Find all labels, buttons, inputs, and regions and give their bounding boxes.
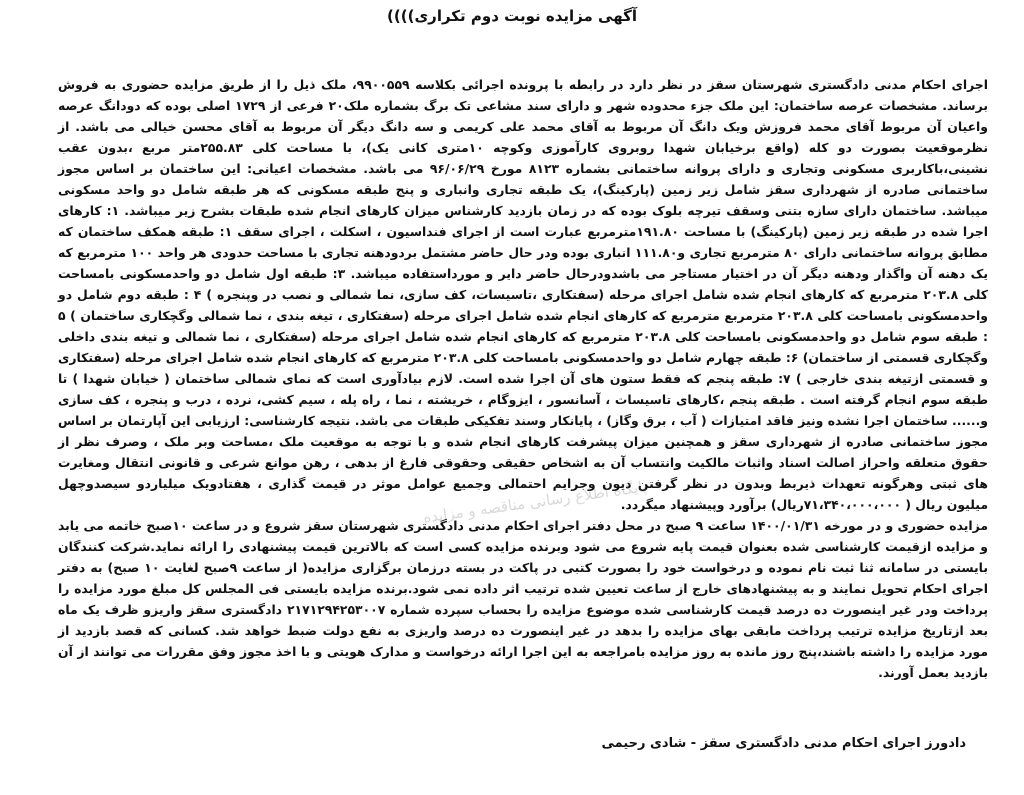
auction-terms-paragraph: مزایده حضوری و در مورخه ۱۴۰۰/۰۱/۳۱ ساعت ۹ صبح در محل دفتر اجرای احکام مدنی دادگستری شهرستان سقز شروع و در ساعت ۱۰صبح خاتمه می یابد و مزایده ازقیمت کارشناسی شده بعنوان قیمت پایه شروع می شود وبرنده مزایده کسی است که بالاترین قیمت پیشنهادی را ارائه نماید.شرکت کنندگان بایستی در سامانه ثنا ثبت نام نموده و درخواست خود را بصورت کتبی در پاکت در بسته درزمان برگزاری مزایده( از ساعت ۹صبح لغایت ۱۰ صبح) به دفتر اجرای احکام تحویل نمایند و به پیشنهادهای خارج از ساعت تعیین شده ترتیب اثر داده نمی شود.برنده مزایده بایستی فی المجلس کل مبلغ مورد مزایده را پرداخت ودر غیر اینصورت ده درصد قیمت کارشناسی شده موضوع مزایده را بحساب سپرده شماره ۲۱۷۱۲۹۴۲۵۳۰۰۷ دادگستری سقز واریزو ظرف یک ماه بعد ازتاریخ مزایده ترتیب پرداخت مابقی بهای مزایده را بدهد در غیر اینصورت ده درصد واریزی به نفع دولت ضبط خواهد شد. کسانی که قصد بازدید از مورد مزایده را داشته باشند،پنج روز مانده به روز مزایده بامراجعه به این اجرا ارائه درخواست و مدارک هویتی و با اخذ مجوز وفق مقررات می توانند از آن بازدید بعمل آورند. bbox=[58, 518, 989, 680]
notice-body bbox=[58, 74, 988, 683]
signature-line: دادورز اجرای احکام مدنی دادگستری سقز - شادی رحیمی bbox=[601, 736, 966, 751]
watermark: پایگاه اطلاع رسانی مناقصه و مزایده bbox=[422, 477, 648, 527]
notice-title: آگهی مزایده نوبت دوم تکراری)))) bbox=[387, 7, 637, 25]
property-description-paragraph: اجرای احکام مدنی دادگستری شهرستان سقز در نظر دارد در رابطه با پرونده اجرائی بکلاسه ۹۹۰۰۵۵۹، ملک ذیل را از طریق مزایده حضوری به فروش برساند. مشخصات عرصه ساختمان: این ملک جزء محدوده شهر و دارای سند مشاعی تک برگ بشماره ملک۲۰ فرعی از ۱۷۲۹ اصلی بوده که دودانگ عرصه واعیان آن مربوط آقای محمد فروزش ویک دانگ آن مربوط به آقای محمد علی کریمی و سه دانگ دیگر آن مربوط به آقای محسن خیالی می باشد. از نظرموقعیت بصورت دو کله (واقع برخیابان شهدا روبروی کارآموزی وکوچه ۱۰متری کانی یک)، با مساحت کلی ۲۵۵.۸۳متر مربع ،بدون عقب نشینی،باکاربری مسکونی وتجاری و دارای پروانه ساختمانی بشماره ۸۱۲۳ مورخ ۹۶/۰۶/۲۹ می باشد. مشخصات اعیانی: این ساختمان بر اساس مجوز ساختمانی صادره از شهرداری سقز شامل زیر زمین (پارکینگ)، یک طبقه تجاری وانباری و پنج طبقه مسکونی که هر طبقه شامل دو واحد مسکونی میباشد. ساختمان دارای سازه بتنی وسقف تیرچه بلوک بوده که در زمان بازدید کارشناس میزان کارهای انجام شده طبقات بشرح زیر میباشد. ۱: کارهای اجرا شده در طبقه زیر زمین (پارکینگ) با مساحت ۱۹۱.۸۰مترمربع عبارت است از اجرای فنداسیون ، اسکلت ، اجرای سقف ۱: طبقه همکف ساختمان که مطابق پروانه ساختمانی دارای ۸۰ مترمربع تجاری و۱۱۱.۸۰ انباری بوده ودر حال حاضر مشتمل بردودهنه تجاری با مساحت حدودی هر واحد ۱۰۰ مترمربع که یک دهنه آن واگذار ودهنه دیگر آن در اختیار مستاجر می باشدودرحال حاضر دایر و مورداستفاده میباشد. ۳: طبقه اول شامل دو واحدمسکونی بامساحت کلی ۲۰۳.۸ مترمربع که کارهای انجام شده شامل اجرای مرحله (سفتکاری ،تاسیسات، کف سازی، نما شمالی و نصب در وپنجره ) ۴ : طبقه دوم شامل دو واحدمسکونی بامساحت کلی ۲۰۳.۸ مترمربع مترمربع که کارهای انجام شده شامل اجرای مرحله (سفتکاری ، تیغه بندی ، نما شمالی وگچکاری ساختمان ) ۵ : طبقه سوم شامل دو واحدمسکونی بامساحت کلی ۲۰۳.۸ مترمربع که کارهای انجام شده شامل اجرای مرحله (سفتکاری ، نما شمالی و تیغه بندی داخلی وگچکاری قسمتی از ساختمان) ۶: طبقه چهارم شامل دو واحدمسکونی بامساحت کلی ۲۰۳.۸ مترمربع که کارهای انجام شده شامل اجرای مرحله (سفتکاری و قسمتی ازتیغه بندی خارجی ) ۷: طبقه پنجم که فقط ستون های آن اجرا شده است. لازم بیادآوری است که نمای شمالی ساختمان ( خیابان شهدا ) تا طبقه سوم انجام گرفته است . طبقه پنجم ،کارهای تاسیسات ، آسانسور ، ایزوگام ، خریشته ، نما ، راه پله ، سیم کشی، نرده ، درب و پنجره ، کف سازی و...... ساختمان اجرا نشده ونیز فاقد امتیازات ( آب ، برق وگاز) ، پایانکار وسند تفکیکی طبقات می باشد. نتیجه کارشناسی: ارزیابی این آپارتمان بر اساس مجوز ساختمانی صادره از شهرداری سقز و همچنین میزان پیشرفت کارهای انجام شده و با توجه به موقعیت ملک ،مساحت وبر ملک ، وصرف نظر از حقوق متعلقه واحراز اصالت اسناد واثبات مالکیت وانتساب آن به اشخاص حقیقی وحقوقی فارغ از بدهی ، رهن موانع شرعی و قانونی انتقال ومغایرت های ثبتی وهرگونه تعهدات ذیربط وبدون در نظر گرفتن دیون وجرایم احتمالی وجمیع عوامل موثر در قیمت گذاری ، هفتادویک میلیاردو سیصدوچهل میلیون ریال ( ۷۱،۳۴۰،۰۰۰،۰۰۰ریال) برآورد وپیشنهاد میگردد. bbox=[58, 77, 989, 512]
